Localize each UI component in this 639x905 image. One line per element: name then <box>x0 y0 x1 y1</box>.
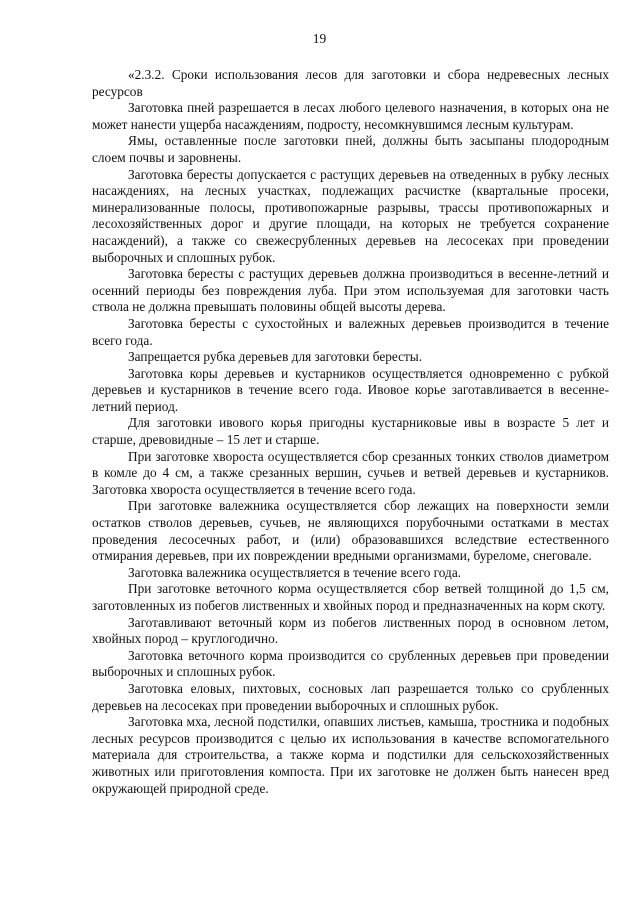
paragraph: Заготовка еловых, пихтовых, сосновых лап разрешается только со срубленных деревьев на лесосеках при проведении выборочных и сплошных рубок. <box>92 680 609 713</box>
paragraph: При заготовке веточного корма осуществляется сбор ветвей толщиной до 1,5 см, заготовленных из побегов лиственных и хвойных пород и предназначенных на корм скоту. <box>92 581 609 613</box>
paragraph: Заготовка мха, лесной подстилки, опавших листьев, камыша, тростника и подобных лесных ресурсов производится с целью их использования в качестве вспомогательного материала для строительства, а также корма и подстилки для сельскохозяйственных животных или приготовления компоста. При их заготовке не должен быть нанесен вред окружающей природной среде. <box>92 714 609 796</box>
paragraph: Запрещается рубка деревьев для заготовки бересты. <box>128 349 423 365</box>
paragraph: Заготавливают веточный корм из побегов лиственных пород в основном летом, хвойных пород – круглогодично. <box>92 614 609 647</box>
paragraph: Заготовка валежника осуществляется в течение всего года. <box>128 564 462 580</box>
paragraph: При заготовке хвороста осуществляется сбор срезанных тонких стволов диаметром в комле до 4 см, а также срезанных вершин, сучьев и ветвей деревьев и кустарников. Заготовка хвороста осуществляется в течение всего года. <box>92 448 609 497</box>
paragraph: Заготовка бересты с растущих деревьев должна производиться в весенне-летний и осенний периоды без повреждения луба. При этом используемая для заготовки часть ствола не должна превышать половины общей высоты дерева. <box>92 266 609 315</box>
paragraph: Заготовка веточного корма производится со срубленных деревьев при проведении выборочных и сплошных рубок. <box>92 647 609 680</box>
paragraph: Заготовка бересты допускается с растущих деревьев на отведенных в рубку лесных насаждениях, на лесных участках, подлежащих расчистке (квартальные просеки, минерализованные полосы, противопожарные разрывы, трассы противопожарных и лесохозяйственных дорог и другие площади, на которых не требуется сохранение насаждений), а также со свежесрубленных деревьев на лесосеках при проведении выборочных и сплошных рубок. <box>92 166 609 265</box>
document-body <box>92 67 609 797</box>
paragraph: Заготовка пней разрешается в лесах любого целевого назначения, в которых она не может нанести ущерба насаждениям, подросту, несомкнувшимся лесным культурам. <box>92 100 609 132</box>
paragraph: Для заготовки ивового корья пригодны кустарниковые ивы в возрасте 5 лет и старше, древовидные – 15 лет и старше. <box>92 415 609 448</box>
section-heading: «2.3.2. Сроки использования лесов для заготовки и сбора недревесных лесных ресурсов <box>92 67 609 99</box>
paragraph: Заготовка коры деревьев и кустарников осуществляется одновременно с рубкой деревьев и кустарников в течение всего года. Ивовое корье заготавливается в весенне-летний период. <box>92 365 609 414</box>
page-number: 19 <box>312 31 327 46</box>
paragraph: При заготовке валежника осуществляется сбор лежащих на поверхности земли остатков стволов деревьев, сучьев, не являющихся порубочными остатками в местах проведения лесосечных работ, и (или) образовавшихся вследствие естественного отмирания деревьев, при их повреждении вредными организмами, буреломе, снеговале. <box>92 498 609 564</box>
paragraph: Ямы, оставленные после заготовки пней, должны быть засыпаны плодородным слоем почвы и заровнены. <box>92 133 609 165</box>
paragraph: Заготовка бересты с сухостойных и валежных деревьев производится в течение всего года. <box>92 315 609 348</box>
